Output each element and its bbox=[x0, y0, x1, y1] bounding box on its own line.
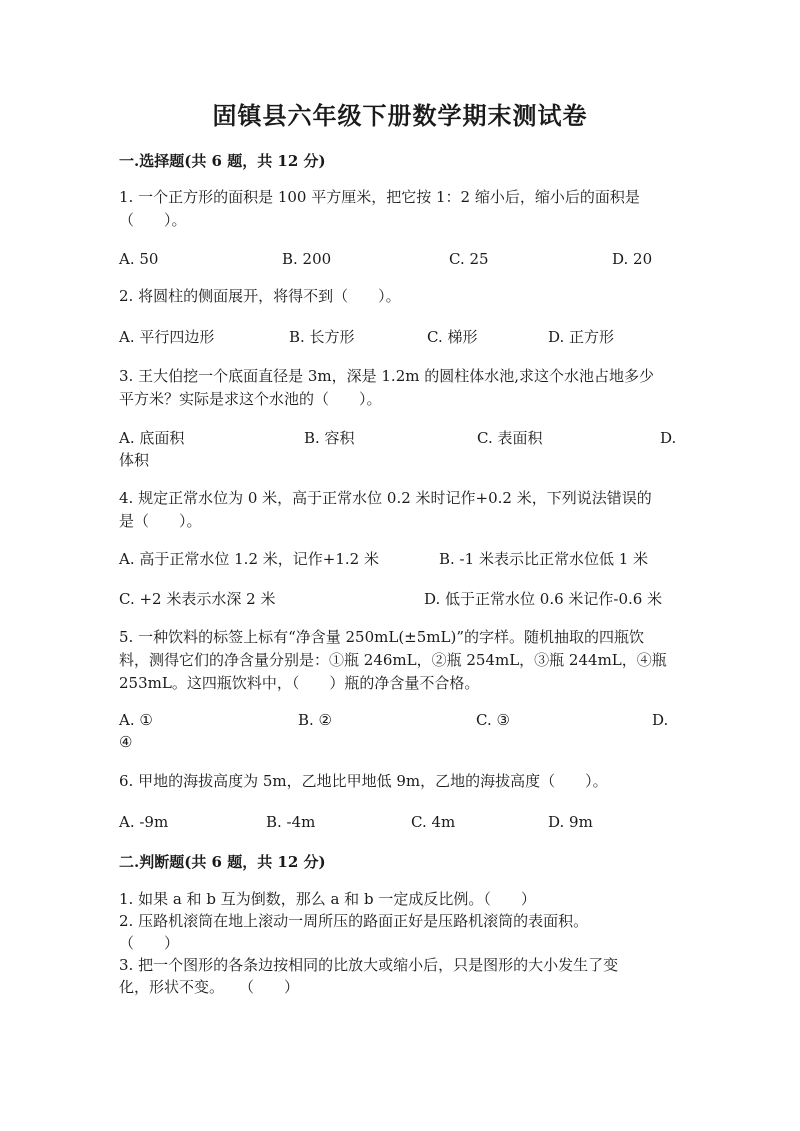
question-5-option-a: A. ① bbox=[119, 711, 153, 729]
question-4-option-a: A. 高于正常水位 1.2 米，记作+1.2 米 bbox=[119, 550, 379, 568]
question-4-option-d: D. 低于正常水位 0.6 米记作-0.6 米 bbox=[424, 590, 663, 608]
question-5-line-3: 253mL。这四瓶饮料中，（ ）瓶的净含量不合格。 bbox=[119, 674, 480, 692]
question-3-option-a: A. 底面积 bbox=[119, 429, 185, 447]
question-5-line-1: 5. 一种饮料的标签上标有“净含量 250mL(±5mL)”的字样。随机抽取的四瓶饮 bbox=[119, 628, 645, 646]
question-1-line-1: 1. 一个正方形的面积是 100 平方厘米，把它按 1：2 缩小后，缩小后的面积是 bbox=[119, 188, 640, 206]
question-5-option-d: D. bbox=[652, 711, 669, 729]
question-3-line-2: 平方米？实际是求这个水池的（ ）。 bbox=[119, 390, 382, 408]
question-1-option-a: A. 50 bbox=[119, 250, 159, 268]
question-1-option-c: C. 25 bbox=[449, 250, 489, 268]
section-heading-choice: 一.选择题(共 6 题，共 12 分) bbox=[119, 152, 326, 170]
question-3 bbox=[119, 365, 679, 411]
judgement-2-line-1: 2. 压路机滚筒在地上滚动一周所压的路面正好是压路机滚筒的表面积。 bbox=[119, 912, 589, 930]
question-5-option-d-text: ④ bbox=[119, 733, 133, 751]
question-3-option-b: B. 容积 bbox=[304, 429, 355, 447]
question-3-line-1: 3. 王大伯挖一个底面直径是 3m，深是 1.2m 的圆柱体水池,求这个水池占地多少 bbox=[119, 367, 655, 385]
question-6 bbox=[119, 770, 679, 793]
question-2-line-1: 2. 将圆柱的侧面展开，将得不到（ ）。 bbox=[119, 287, 401, 305]
question-6-option-b: B. -4m bbox=[266, 813, 316, 831]
question-1-option-d: D. 20 bbox=[612, 250, 653, 268]
judgement-1: 1. 如果 a 和 b 互为倒数，那么 a 和 b 一定成反比例。（ ） bbox=[119, 890, 536, 908]
question-3-option-c: C. 表面积 bbox=[477, 429, 543, 447]
question-1-option-b: B. 200 bbox=[282, 250, 332, 268]
question-2-option-d: D. 正方形 bbox=[548, 328, 615, 346]
question-5-option-b: B. ② bbox=[298, 711, 333, 729]
question-4-line-2: 是（ ）。 bbox=[119, 512, 202, 530]
judgement-3-line-1: 3. 把一个图形的各条边按相同的比放大或缩小后，只是图形的大小发生了变 bbox=[119, 956, 619, 974]
judgement-list bbox=[119, 888, 679, 998]
question-5-line-2: 料，测得它们的净含量分别是：①瓶 246mL，②瓶 254mL，③瓶 244mL，④瓶 bbox=[119, 651, 667, 669]
question-2-option-c: C. 梯形 bbox=[427, 328, 478, 346]
judgement-2-line-2: （ ） bbox=[119, 934, 180, 952]
exam-title: 固镇县六年级下册数学期末测试卷 bbox=[212, 101, 588, 130]
question-2-option-b: B. 长方形 bbox=[289, 328, 355, 346]
question-4-line-1: 4. 规定正常水位为 0 米，高于正常水位 0.2 米时记作+0.2 米，下列说法错误的 bbox=[119, 489, 652, 507]
question-5 bbox=[119, 626, 679, 695]
question-3-option-d: D. bbox=[660, 429, 677, 447]
question-1-line-2: （ ）。 bbox=[119, 211, 187, 229]
question-6-option-a: A. -9m bbox=[119, 813, 169, 831]
question-6-option-c: C. 4m bbox=[411, 813, 456, 831]
question-6-line-1: 6. 甲地的海拔高度为 5m，乙地比甲地低 9m，乙地的海拔高度（ ）。 bbox=[119, 772, 608, 790]
question-5-option-c: C. ③ bbox=[476, 711, 510, 729]
question-4 bbox=[119, 487, 679, 533]
question-4-option-b: B. -1 米表示比正常水位低 1 米 bbox=[439, 550, 649, 568]
question-3-option-d-text: 体积 bbox=[119, 451, 150, 469]
question-6-option-d: D. 9m bbox=[548, 813, 593, 831]
judgement-3-line-2: 化，形状不变。 （ ） bbox=[119, 978, 300, 996]
question-2 bbox=[119, 285, 679, 308]
question-1 bbox=[119, 186, 679, 232]
question-4-option-c: C. +2 米表示水深 2 米 bbox=[119, 590, 276, 608]
question-2-option-a: A. 平行四边形 bbox=[119, 328, 215, 346]
section-heading-judgement: 二.判断题(共 6 题，共 12 分) bbox=[119, 853, 326, 871]
